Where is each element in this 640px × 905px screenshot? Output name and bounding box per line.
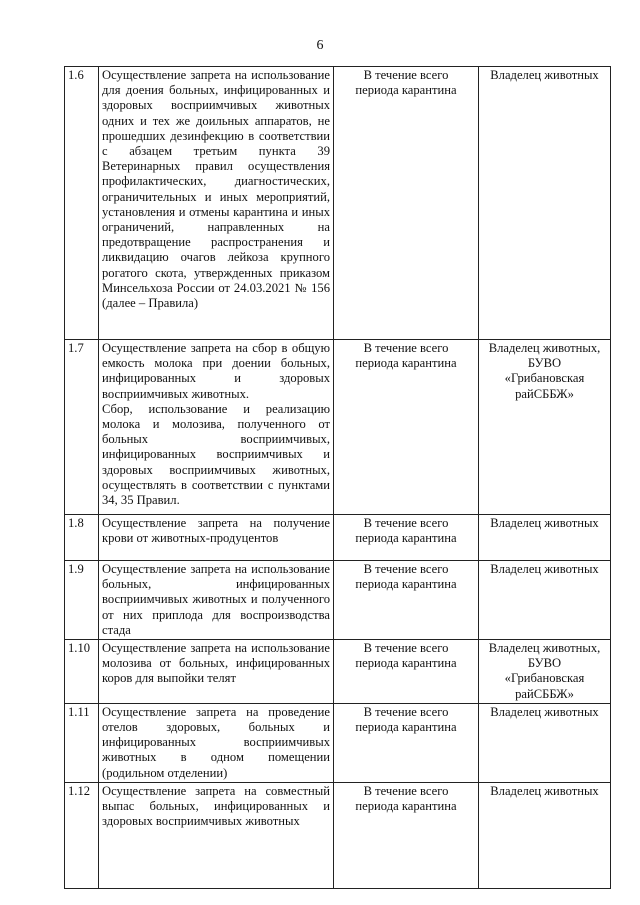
table-row — [65, 640, 611, 704]
responsible-line: «Грибановская — [504, 671, 585, 686]
responsible-cell — [479, 782, 611, 888]
term-line: В течение всего — [363, 341, 449, 355]
term-line: периода карантина — [355, 720, 457, 735]
action-text: Осуществление запрета на совместный выпас больных, инфицированных и здоровых восприимчивых животных — [99, 782, 334, 888]
table-row — [65, 340, 611, 515]
responsible-line: Владелец животных, — [488, 641, 601, 656]
term-line: периода карантина — [355, 577, 457, 592]
term-line: В течение всего — [363, 783, 449, 798]
term-cell — [334, 703, 479, 782]
responsible-line: Владелец животных, — [488, 341, 601, 355]
term-line: В течение всего — [363, 68, 449, 82]
table-row — [65, 703, 611, 782]
responsible-cell — [479, 67, 611, 340]
action-text: Осуществление запрета на использование больных, инфицированных восприимчивых животных и полученного от них приплода для воспроизводства стада — [99, 561, 334, 640]
term-cell — [334, 340, 479, 515]
term-line: В течение всего — [363, 641, 449, 656]
responsible-cell — [479, 515, 611, 561]
responsible-cell — [479, 340, 611, 515]
row-number: 1.10 — [65, 640, 99, 704]
table-row — [65, 561, 611, 640]
term-line: периода карантина — [355, 656, 457, 671]
responsible-line: «Грибановская — [504, 371, 585, 386]
action-text: Осуществление запрета на сбор в общую емкость молока при доении больных, инфицированных и здоровых восприимчивых животных. — [102, 341, 330, 401]
term-line: В течение всего — [363, 516, 449, 530]
table-row — [65, 782, 611, 888]
action-text-continued: Сбор, использование и реализацию молока и молозива, полученного от больных восприимчивых, инфицированных восприимчивых и здоровых восприимчивых животных, осуществлять в соответствии с пунктами 34, 35 Правил. — [102, 401, 330, 508]
responsible-line: Владелец животных — [490, 562, 599, 576]
row-number: 1.6 — [65, 67, 99, 340]
row-number: 1.7 — [65, 340, 99, 515]
responsible-line: БУВО — [527, 656, 562, 671]
term-cell — [334, 561, 479, 640]
action-text: Осуществление запрета на проведение отелов здоровых, больных и инфицированных восприимчивых животных в одном помещении (родильном отделении) — [99, 703, 334, 782]
responsible-line: Владелец животных — [490, 704, 599, 719]
responsible-line: райСББЖ» — [515, 386, 574, 401]
term-cell — [334, 782, 479, 888]
responsible-cell — [479, 561, 611, 640]
term-cell — [334, 640, 479, 704]
term-line: В течение всего — [363, 704, 449, 719]
action-cell — [99, 340, 334, 515]
term-line: периода карантина — [355, 83, 457, 98]
measures-table — [64, 66, 611, 889]
term-cell — [334, 515, 479, 561]
term-line: периода карантина — [355, 356, 457, 371]
term-line: периода карантина — [355, 799, 457, 814]
row-number: 1.8 — [65, 515, 99, 561]
table-row — [65, 515, 611, 561]
action-text: Осуществление запрета на получение крови от животных-продуцентов — [99, 515, 334, 561]
term-line: периода карантина — [355, 531, 457, 546]
responsible-line: Владелец животных — [490, 516, 599, 530]
responsible-cell — [479, 640, 611, 704]
term-line: В течение всего — [363, 562, 449, 576]
table-row — [65, 67, 611, 340]
row-number: 1.9 — [65, 561, 99, 640]
responsible-line: БУВО — [527, 356, 562, 371]
action-text: Осуществление запрета на использование для доения больных, инфицированных и здоровых восприимчивых животных одних и тех же доильных аппаратов, не прошедших дезинфекцию в соответствии с абзацем третьим пункта 39 Ветеринарных правил осуществления профилактических, диагностических, ограничительных и иных мероприятий, установления и отмены карантина и иных ограничений, направленных на предотвращение распространения и ликвидацию очагов лейкоза крупного рогатого скота, утвержденных приказом Минсельхоза России от 24.03.2021 № 156 (далее – Правила) — [99, 67, 334, 340]
responsible-cell — [479, 703, 611, 782]
responsible-line: Владелец животных — [490, 68, 599, 82]
page-number: 6 — [316, 38, 324, 53]
term-cell — [334, 67, 479, 340]
row-number: 1.11 — [65, 703, 99, 782]
action-text: Осуществление запрета на использование молозива от больных, инфицированных коров для выпойки телят — [99, 640, 334, 704]
responsible-line: Владелец животных — [490, 783, 599, 798]
row-number: 1.12 — [65, 782, 99, 888]
responsible-line: райСББЖ» — [515, 686, 574, 701]
